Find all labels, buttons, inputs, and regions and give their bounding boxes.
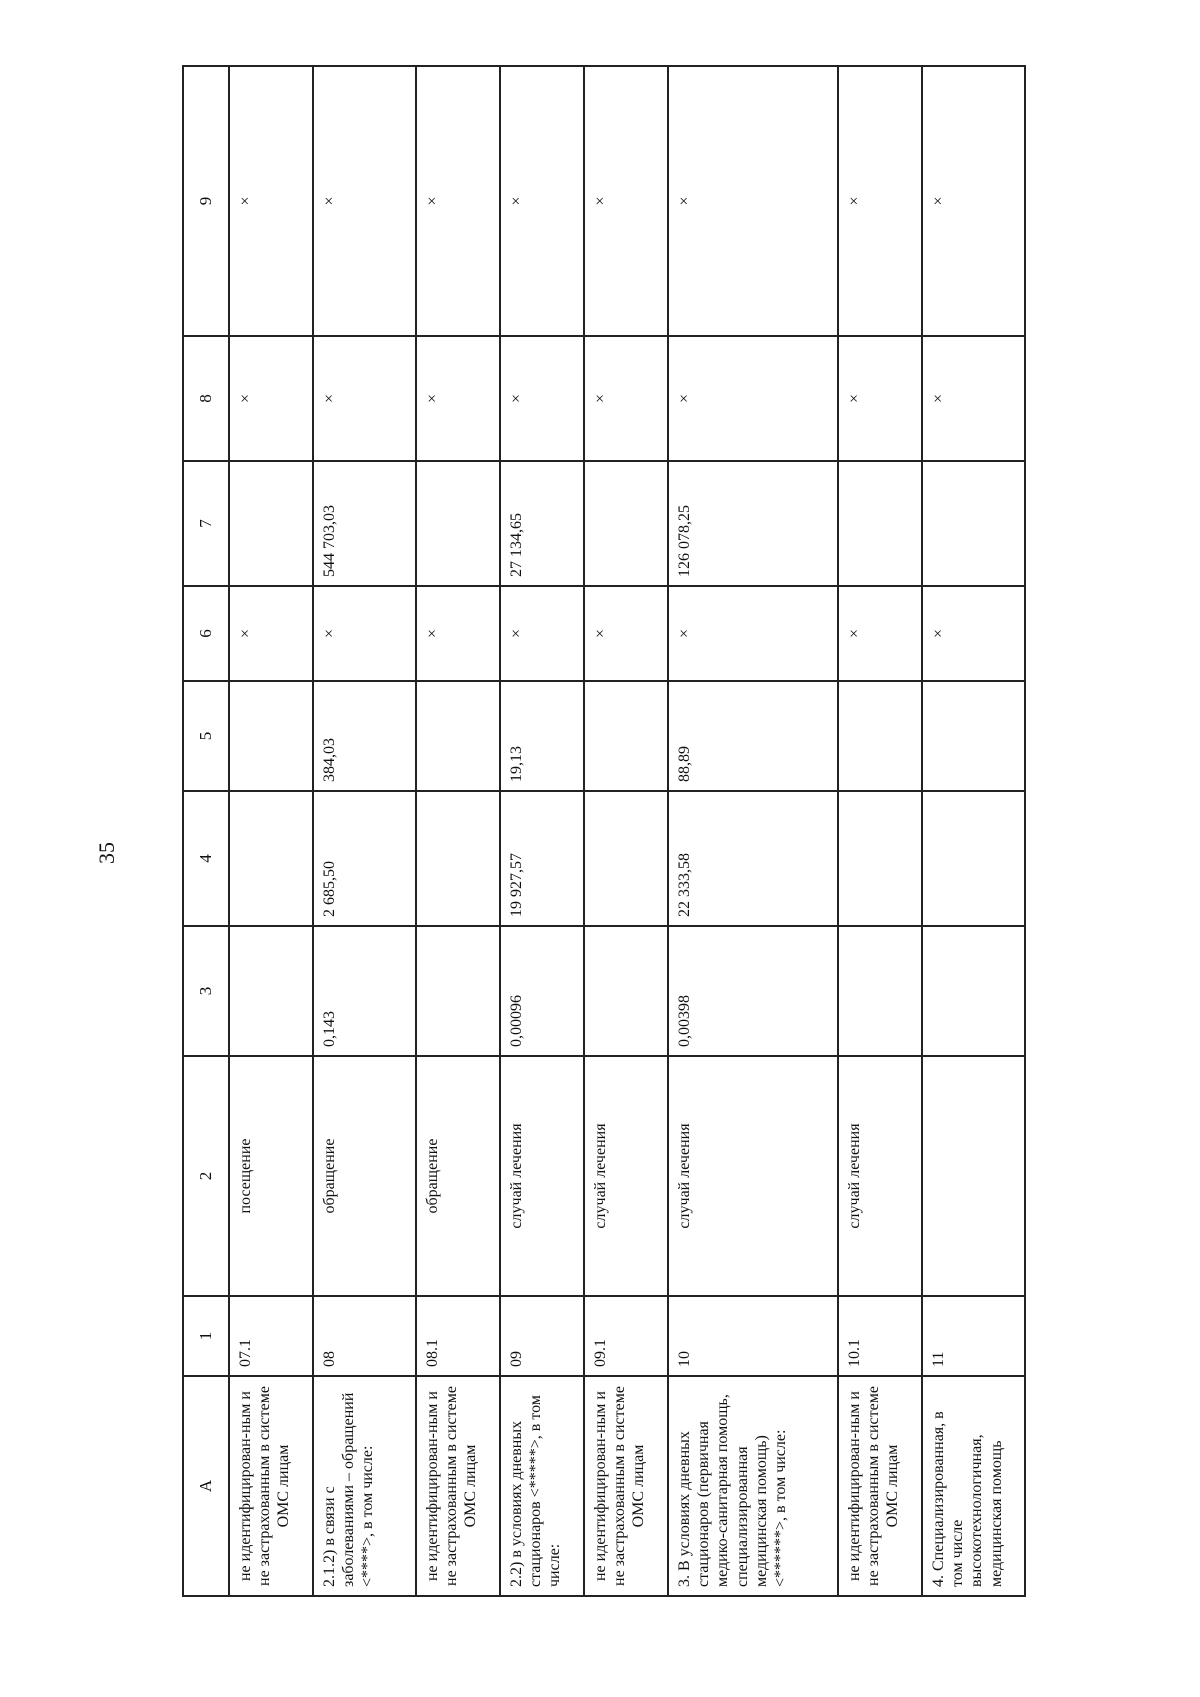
row-unit: обращение — [416, 1056, 500, 1296]
table-row — [229, 66, 313, 1596]
row-code: 10 — [668, 1296, 838, 1376]
row-col5 — [416, 681, 500, 791]
row-col6: × — [229, 586, 313, 681]
row-col6: × — [838, 586, 922, 681]
row-col7 — [229, 461, 313, 586]
row-col4: 19 927,57 — [500, 791, 584, 926]
row-code: 09 — [500, 1296, 584, 1376]
row-unit: случай лечения — [838, 1056, 922, 1296]
row-unit: случай лечения — [584, 1056, 668, 1296]
row-col5 — [838, 681, 922, 791]
row-col4: 22 333,58 — [668, 791, 838, 926]
row-unit: случай лечения — [500, 1056, 584, 1296]
row-label: 4. Специализированная, в том числе высокотехнологичная, медицинская помощь — [922, 1376, 1025, 1596]
row-col5 — [922, 681, 1025, 791]
row-col3: 0,00398 — [668, 926, 838, 1056]
table-row — [500, 66, 584, 1596]
row-code: 07.1 — [229, 1296, 313, 1376]
row-col6: × — [416, 586, 500, 681]
row-unit: посещение — [229, 1056, 313, 1296]
row-col7: 544 703,03 — [313, 461, 416, 586]
row-col9: × — [229, 66, 313, 336]
row-col7: 27 134,65 — [500, 461, 584, 586]
row-col3 — [838, 926, 922, 1056]
page-number: 35 — [94, 842, 119, 864]
header-cell-8: 8 — [183, 336, 229, 461]
row-unit: случай лечения — [668, 1056, 838, 1296]
header-cell-9: 9 — [183, 66, 229, 336]
row-col6: × — [584, 586, 668, 681]
row-code: 09.1 — [584, 1296, 668, 1376]
row-col5 — [584, 681, 668, 791]
table-row — [838, 66, 922, 1596]
row-col4 — [838, 791, 922, 926]
row-unit: обращение — [313, 1056, 416, 1296]
row-col4 — [229, 791, 313, 926]
row-col6: × — [313, 586, 416, 681]
row-label: 3. В условиях дневных стационаров (первичная медико-санитарная помощь, специализированная медицинская помощь) <******>, в том числе: — [668, 1376, 838, 1596]
row-col8: × — [229, 336, 313, 461]
row-col4 — [922, 791, 1025, 926]
row-col6: × — [668, 586, 838, 681]
row-col8: × — [922, 336, 1025, 461]
row-col9: × — [416, 66, 500, 336]
table-row — [313, 66, 416, 1596]
row-col5: 384,03 — [313, 681, 416, 791]
row-col5: 88,89 — [668, 681, 838, 791]
row-col9: × — [584, 66, 668, 336]
header-cell-a: A — [183, 1376, 229, 1596]
row-col4 — [416, 791, 500, 926]
row-col8: × — [500, 336, 584, 461]
row-label: не идентифицирован-ным и не застрахованным в системе ОМС лицам — [584, 1376, 668, 1596]
row-col5: 19,13 — [500, 681, 584, 791]
row-code: 10.1 — [838, 1296, 922, 1376]
row-col3 — [922, 926, 1025, 1056]
row-col8: × — [584, 336, 668, 461]
row-col7 — [416, 461, 500, 586]
row-col8: × — [416, 336, 500, 461]
row-col3 — [229, 926, 313, 1056]
row-col9: × — [313, 66, 416, 336]
row-code: 08 — [313, 1296, 416, 1376]
row-col3 — [584, 926, 668, 1056]
row-label: не идентифицирован-ным и не застрахованным в системе ОМС лицам — [229, 1376, 313, 1596]
row-label: 2.1.2) в связи с заболеваниями – обращений <****>, в том числе: — [313, 1376, 416, 1596]
header-cell-7: 7 — [183, 461, 229, 586]
row-col6: × — [500, 586, 584, 681]
row-col3: 0,143 — [313, 926, 416, 1056]
row-code: 11 — [922, 1296, 1025, 1376]
row-col9: × — [500, 66, 584, 336]
row-col3: 0,00096 — [500, 926, 584, 1056]
header-cell-4: 4 — [183, 791, 229, 926]
row-unit — [922, 1056, 1025, 1296]
row-col7: 126 078,25 — [668, 461, 838, 586]
table-row — [416, 66, 500, 1596]
row-label: 2.2) в условиях дневных стационаров <*****>, в том числе: — [500, 1376, 584, 1596]
row-label: не идентифицирован-ным и не застрахованным в системе ОМС лицам — [838, 1376, 922, 1596]
row-col8: × — [668, 336, 838, 461]
row-label: не идентифицирован-ным и не застрахованным в системе ОМС лицам — [416, 1376, 500, 1596]
table-row — [668, 66, 838, 1596]
rotated-table-frame — [182, 67, 1102, 1597]
row-col4 — [584, 791, 668, 926]
table-header-row — [183, 66, 229, 1596]
row-col3 — [416, 926, 500, 1056]
table-row — [584, 66, 668, 1596]
row-col5 — [229, 681, 313, 791]
data-table — [182, 65, 1026, 1597]
row-col8: × — [313, 336, 416, 461]
row-col4: 2 685,50 — [313, 791, 416, 926]
header-cell-5: 5 — [183, 681, 229, 791]
header-cell-2: 2 — [183, 1056, 229, 1296]
header-cell-1: 1 — [183, 1296, 229, 1376]
row-col7 — [838, 461, 922, 586]
row-col9: × — [668, 66, 838, 336]
row-code: 08.1 — [416, 1296, 500, 1376]
row-col9: × — [922, 66, 1025, 336]
row-col7 — [922, 461, 1025, 586]
header-cell-6: 6 — [183, 586, 229, 681]
header-cell-3: 3 — [183, 926, 229, 1056]
row-col6: × — [922, 586, 1025, 681]
row-col7 — [584, 461, 668, 586]
row-col8: × — [838, 336, 922, 461]
table-row — [922, 66, 1025, 1596]
row-col9: × — [838, 66, 922, 336]
